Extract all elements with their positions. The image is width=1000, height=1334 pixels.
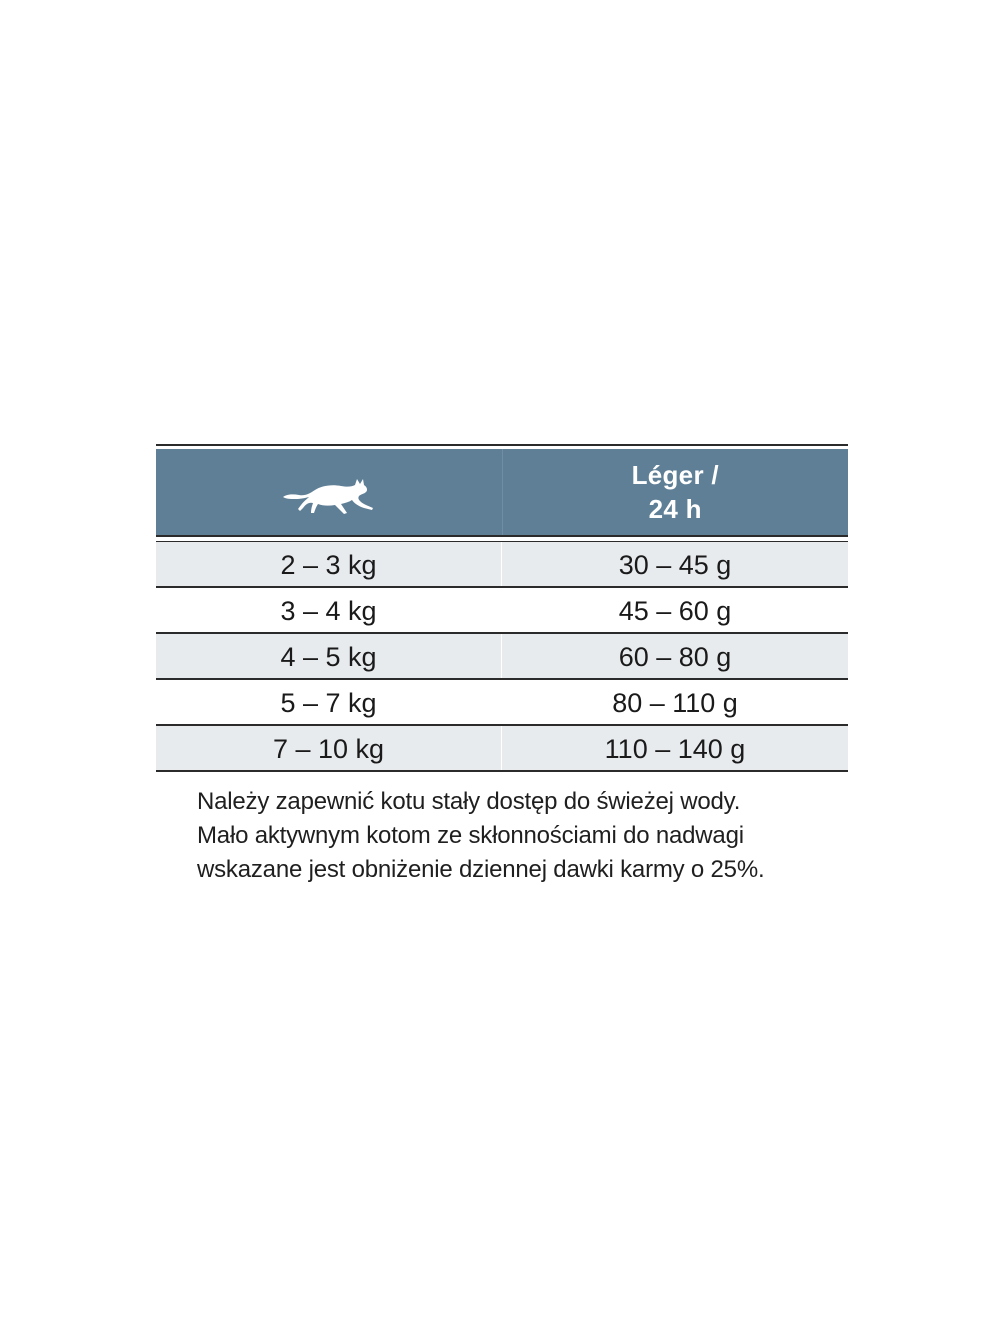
amount-cell: 45 – 60 g: [618, 595, 732, 626]
note-line-3: wskazane jest obniżenie dziennej dawki karmy o 25%.: [197, 856, 765, 883]
weight-cell: 4 – 5 kg: [156, 634, 502, 678]
header-daily-amount-line2: 24 h: [648, 494, 702, 524]
header-cell-daily-amount: [503, 449, 849, 535]
feeding-table: [156, 444, 848, 772]
table-top-rule: [156, 444, 848, 446]
weight-cell: 7 – 10 kg: [156, 726, 502, 770]
table-row: [156, 586, 848, 632]
amount-cell: 60 – 80 g: [618, 641, 732, 672]
header-daily-amount-text: [632, 458, 719, 526]
header-cell-weight: [156, 449, 503, 535]
weight-cell: 2 – 3 kg: [156, 542, 502, 586]
table-row: [156, 541, 848, 586]
table-row: [156, 632, 848, 678]
table-row: [156, 724, 848, 772]
weight-cell: 3 – 4 kg: [156, 588, 502, 632]
table-row: [156, 678, 848, 724]
running-cat-icon: [281, 473, 377, 517]
header-daily-amount-line1: Léger /: [631, 460, 719, 490]
feeding-note: [197, 785, 837, 887]
amount-cell: 110 – 140 g: [604, 733, 746, 764]
note-line-1: Należy zapewnić kotu stały dostęp do świeżej wody.: [197, 788, 741, 815]
weight-cell: 5 – 7 kg: [156, 680, 502, 724]
amount-cell: 30 – 45 g: [618, 549, 732, 580]
note-line-2: Mało aktywnym kotom ze skłonnościami do nadwagi: [197, 822, 744, 849]
amount-cell: 80 – 110 g: [612, 687, 738, 718]
table-header-row: [156, 449, 848, 537]
